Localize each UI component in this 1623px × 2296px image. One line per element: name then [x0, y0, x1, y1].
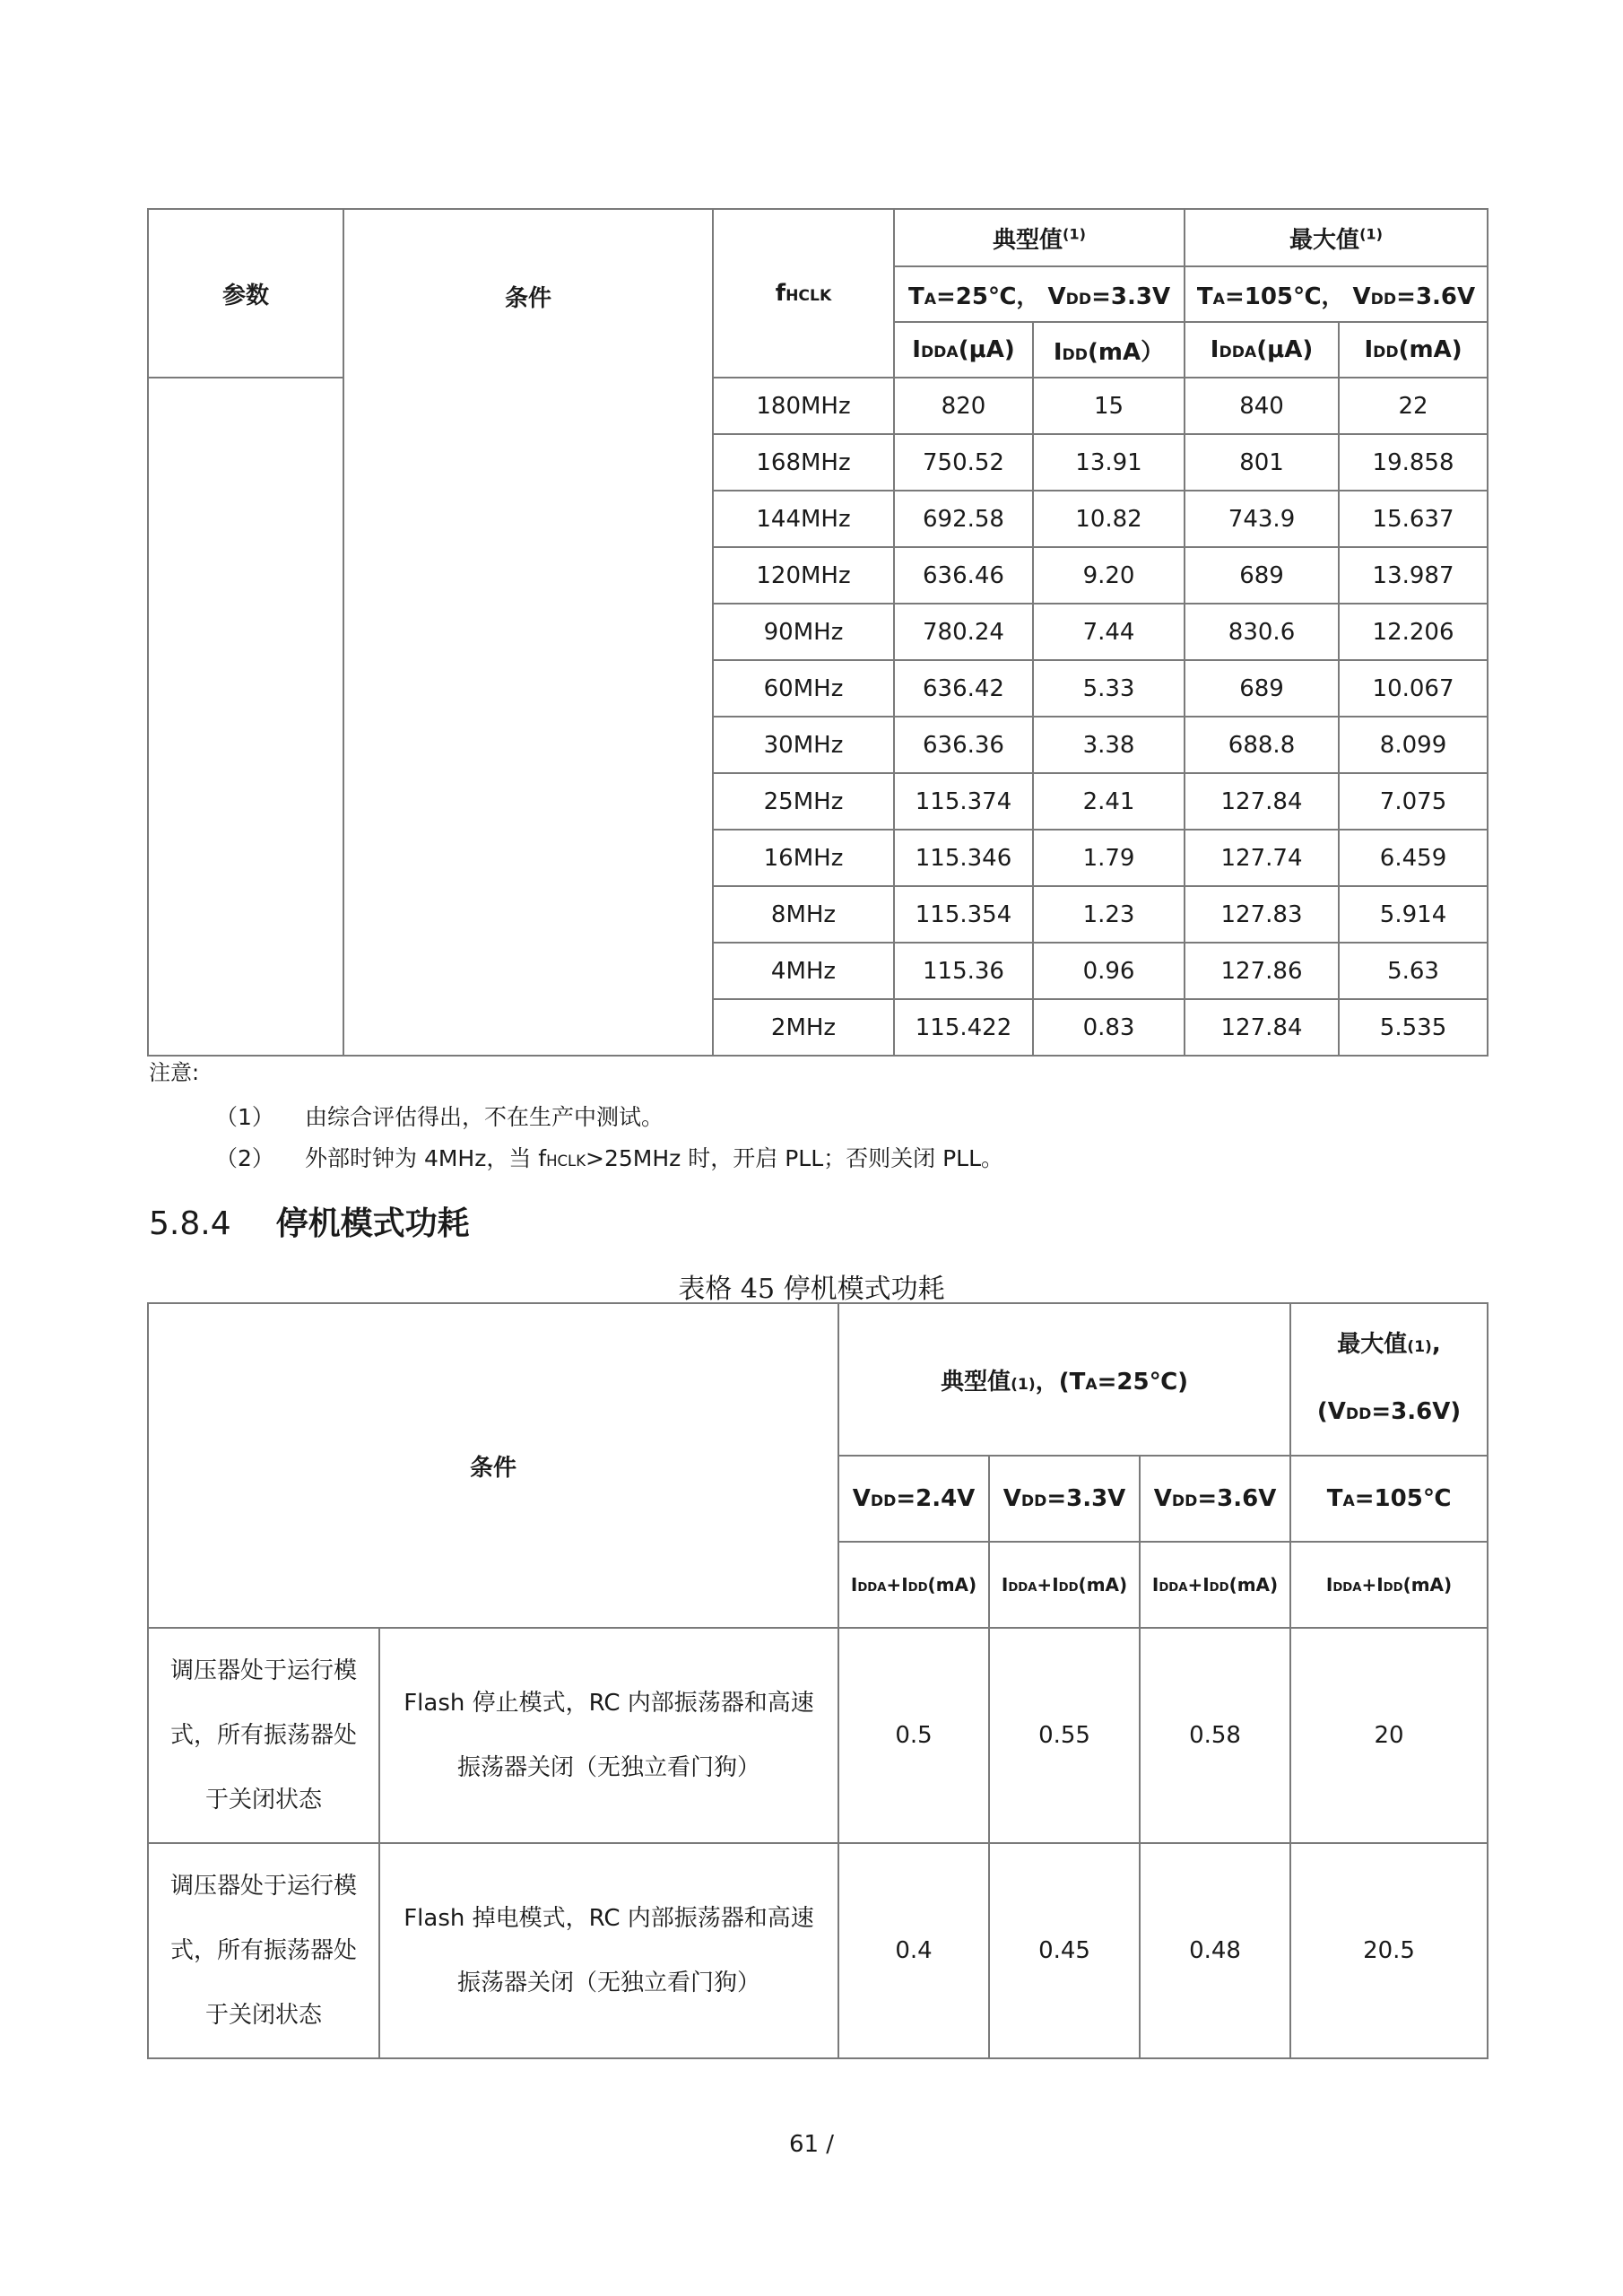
- max-idda-cell: 840: [1185, 378, 1339, 434]
- max-idda-cell: 801: [1185, 434, 1339, 491]
- max-idd-cell: 5.914: [1339, 886, 1488, 943]
- section-number: 5.8.4: [149, 1205, 231, 1242]
- max-idd-cell: 5.535: [1339, 999, 1488, 1056]
- unit-max-idda: IDDA(μA): [1185, 322, 1339, 378]
- unit-header: IDDA+IDD(mA): [1290, 1542, 1488, 1628]
- unit-typ-idda: IDDA(μA): [894, 322, 1033, 378]
- typ-idda-cell: 636.42: [894, 660, 1033, 717]
- vdd-2v4-cell: 0.4: [838, 1843, 989, 2058]
- unit-header: IDDA+IDD(mA): [838, 1542, 989, 1628]
- page-number: 61 /: [788, 2131, 835, 2158]
- header-typical: 典型值(1)，(TA=25℃): [838, 1303, 1290, 1456]
- section-heading: [149, 1198, 470, 1244]
- header-maximum: 最大值(1), (VDD=3.6V): [1290, 1303, 1488, 1456]
- max-idda-cell: 830.6: [1185, 604, 1339, 660]
- max-cell: 20: [1290, 1628, 1488, 1843]
- max-idd-cell: 8.099: [1339, 717, 1488, 773]
- unit-typ-idd: IDD(mA）: [1033, 322, 1185, 378]
- typ-idd-cell: 7.44: [1033, 604, 1185, 660]
- header-param: 参数: [148, 209, 343, 378]
- table-caption: 表格 45 停机模式功耗: [678, 1274, 945, 1305]
- typ-idda-cell: 692.58: [894, 491, 1033, 547]
- param-empty-cell: [148, 378, 343, 1056]
- max-idda-cell: 743.9: [1185, 491, 1339, 547]
- typ-idd-cell: 15: [1033, 378, 1185, 434]
- header-fhclk: fHCLK: [713, 209, 894, 378]
- typ-idda-cell: 115.346: [894, 830, 1033, 886]
- regulator-state-cell: 调压器处于运行模式，所有振荡器处于关闭状态: [148, 1843, 379, 2058]
- typ-idda-cell: 636.46: [894, 547, 1033, 604]
- max-idd-cell: 10.067: [1339, 660, 1488, 717]
- max-idda-cell: 689: [1185, 660, 1339, 717]
- freq-cell: 8MHz: [713, 886, 894, 943]
- max-idd-cell: 6.459: [1339, 830, 1488, 886]
- header-condition: 条件: [148, 1303, 838, 1628]
- freq-cell: 2MHz: [713, 999, 894, 1056]
- vdd-3v6-cell: 0.48: [1140, 1843, 1290, 2058]
- max-idd-cell: 22: [1339, 378, 1488, 434]
- max-cell: 20.5: [1290, 1843, 1488, 2058]
- vdd-2v4-cell: 0.5: [838, 1628, 989, 1843]
- max-idda-cell: 127.74: [1185, 830, 1339, 886]
- condition-cell: Flash 掉电模式，RC 内部振荡器和高速振荡器关闭（无独立看门狗）: [379, 1843, 838, 2058]
- typ-idd-cell: 9.20: [1033, 547, 1185, 604]
- freq-cell: 60MHz: [713, 660, 894, 717]
- vdd-3v3-header: VDD=3.3V: [989, 1456, 1140, 1542]
- max-idd-cell: 15.637: [1339, 491, 1488, 547]
- vdd-3v3-cell: 0.55: [989, 1628, 1140, 1843]
- typ-idda-cell: 115.422: [894, 999, 1033, 1056]
- typ-idd-cell: 1.23: [1033, 886, 1185, 943]
- freq-cell: 168MHz: [713, 434, 894, 491]
- typical-conditions: TA=25℃， VDD=3.3V: [894, 266, 1185, 322]
- typ-idd-cell: 0.83: [1033, 999, 1185, 1056]
- typ-idd-cell: 2.41: [1033, 773, 1185, 830]
- section-title: 停机模式功耗: [275, 1205, 470, 1242]
- freq-cell: 90MHz: [713, 604, 894, 660]
- unit-header: IDDA+IDD(mA): [989, 1542, 1140, 1628]
- vdd-2v4-header: VDD=2.4V: [838, 1456, 989, 1542]
- unit-max-idd: IDD(mA): [1339, 322, 1488, 378]
- stop-mode-current-table: [147, 1302, 1488, 2059]
- notes-label: 注意:: [149, 1060, 200, 1085]
- typ-idd-cell: 0.96: [1033, 943, 1185, 999]
- max-idda-cell: 127.84: [1185, 773, 1339, 830]
- max-idda-cell: 689: [1185, 547, 1339, 604]
- freq-cell: 180MHz: [713, 378, 894, 434]
- freq-cell: 144MHz: [713, 491, 894, 547]
- freq-cell: 30MHz: [713, 717, 894, 773]
- typ-idd-cell: 1.79: [1033, 830, 1185, 886]
- unit-header: IDDA+IDD(mA): [1140, 1542, 1290, 1628]
- vdd-3v3-cell: 0.45: [989, 1843, 1140, 2058]
- header-typical: 典型值$^{(1)}$: [894, 209, 1185, 266]
- header-maximum: 最大值$^{(1)}$: [1185, 209, 1488, 266]
- ta-105-header: TA=105℃: [1290, 1456, 1488, 1542]
- max-idda-cell: 127.84: [1185, 999, 1339, 1056]
- freq-cell: 25MHz: [713, 773, 894, 830]
- header-condition: 条件: [343, 209, 713, 1056]
- max-idda-cell: 127.83: [1185, 886, 1339, 943]
- typ-idd-cell: 13.91: [1033, 434, 1185, 491]
- typ-idd-cell: 10.82: [1033, 491, 1185, 547]
- typ-idda-cell: 115.354: [894, 886, 1033, 943]
- max-idda-cell: 688.8: [1185, 717, 1339, 773]
- run-mode-current-table: [147, 208, 1488, 1057]
- max-idd-cell: 7.075: [1339, 773, 1488, 830]
- table-row: [148, 1843, 1488, 2058]
- max-idda-cell: 127.86: [1185, 943, 1339, 999]
- vdd-3v6-header: VDD=3.6V: [1140, 1456, 1290, 1542]
- max-idd-cell: 5.63: [1339, 943, 1488, 999]
- typ-idda-cell: 820: [894, 378, 1033, 434]
- typ-idda-cell: 115.374: [894, 773, 1033, 830]
- typ-idda-cell: 750.52: [894, 434, 1033, 491]
- maximum-conditions: TA=105℃， VDD=3.6V: [1185, 266, 1488, 322]
- freq-cell: 120MHz: [713, 547, 894, 604]
- max-idd-cell: 13.987: [1339, 547, 1488, 604]
- freq-cell: 16MHz: [713, 830, 894, 886]
- condition-cell: Flash 停止模式，RC 内部振荡器和高速振荡器关闭（无独立看门狗）: [379, 1628, 838, 1843]
- freq-cell: 4MHz: [713, 943, 894, 999]
- table-row: [148, 1628, 1488, 1843]
- typ-idd-cell: 3.38: [1033, 717, 1185, 773]
- typ-idd-cell: 5.33: [1033, 660, 1185, 717]
- regulator-state-cell: 调压器处于运行模式，所有振荡器处于关闭状态: [148, 1628, 379, 1843]
- max-idd-cell: 19.858: [1339, 434, 1488, 491]
- max-idd-cell: 12.206: [1339, 604, 1488, 660]
- typ-idda-cell: 780.24: [894, 604, 1033, 660]
- vdd-3v6-cell: 0.58: [1140, 1628, 1290, 1843]
- typ-idda-cell: 115.36: [894, 943, 1033, 999]
- typ-idda-cell: 636.36: [894, 717, 1033, 773]
